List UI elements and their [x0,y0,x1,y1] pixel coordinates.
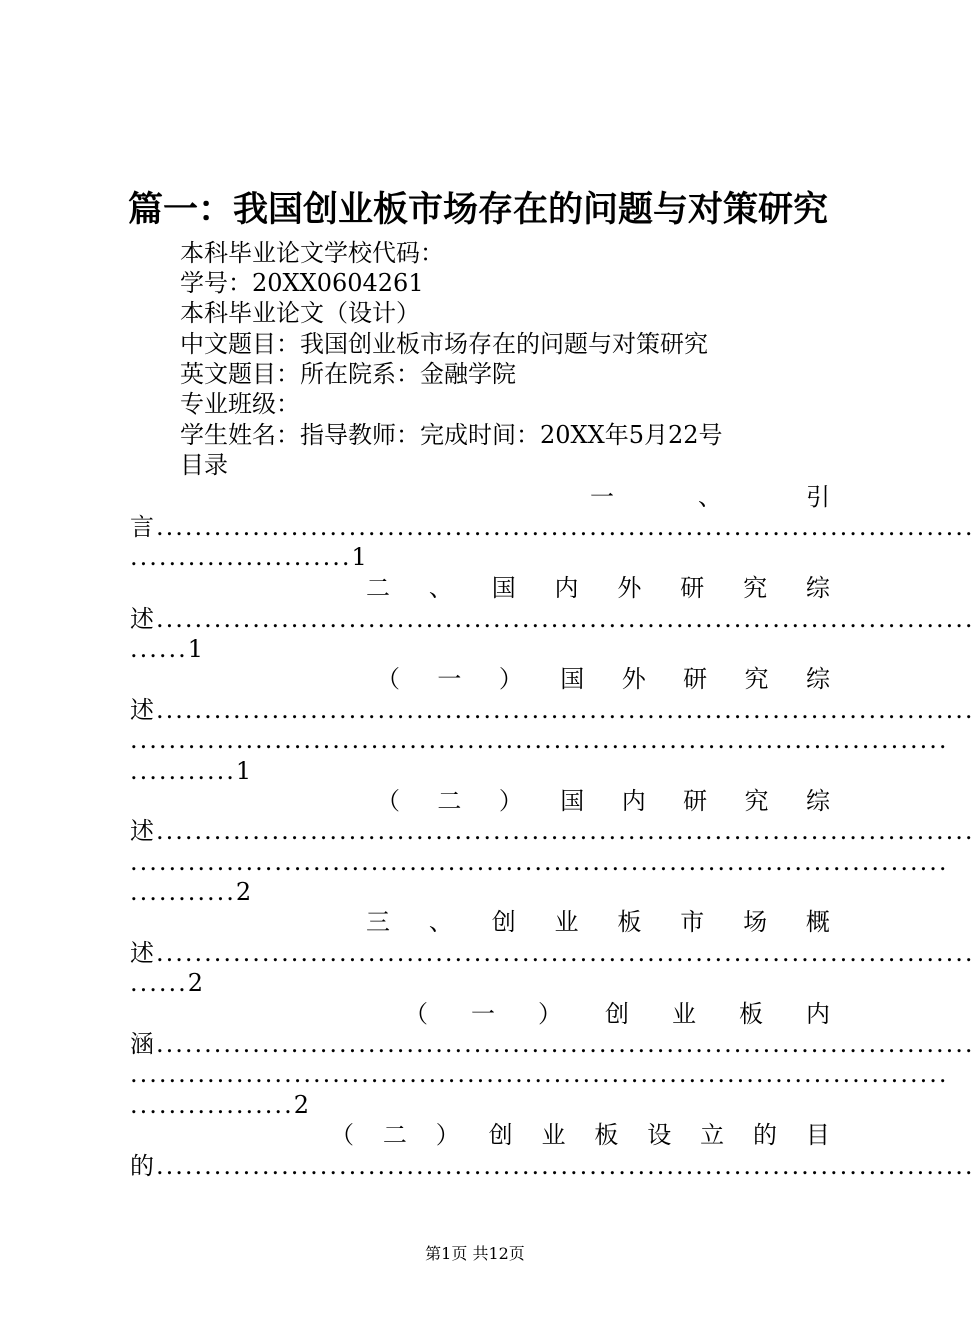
toc-leader: ...........2 [130,878,254,906]
toc-entry-heading: （ 二 ） 创 业 板 设 立 的 目 [330,1121,830,1149]
toc-char: 、 [698,483,722,511]
toc-leader: ......1 [130,635,206,663]
toc-leader: 述..................................................................................... [130,696,974,724]
meta-line: 学号：20XX0604261 [180,269,424,297]
meta-line: 本科毕业论文（设计） [180,299,420,327]
toc-entry-heading: （ 一 ） 创 业 板 内 [404,1000,830,1028]
toc-page-number: 1 [187,635,206,663]
toc-leader: ..................................................................................... [130,848,949,876]
toc-leader: 言..................................................................................... [130,513,974,541]
toc-entry-heading: 三 、 创 业 板 市 场 概 [366,908,830,936]
toc-entry-heading: （ 二 ） 国 内 研 究 综 [376,787,830,815]
page-footer: 第1页 共12页 [425,1244,525,1263]
toc-leader: 的..................................................................................... [130,1152,974,1180]
meta-line: 本科毕业论文学校代码： [180,239,444,267]
toc-leader: 述..................................................................................... [130,605,974,633]
toc-leader: ...........1 [130,757,254,785]
toc-leader: .................2 [130,1091,311,1119]
toc-page-number: 1 [351,543,369,571]
toc-leader: 述..................................................................................... [130,817,974,845]
toc-page-number: 1 [235,757,254,785]
meta-line: 英文题目：所在院系：金融学院 [180,360,516,388]
toc-leader: 述..................................................................................... [130,939,974,967]
toc-leader: ......2 [130,969,206,997]
toc-page-number: 2 [187,969,206,997]
meta-line: 中文题目：我国创业板市场存在的问题与对策研究 [180,330,708,358]
document-title: 篇一：我国创业板市场存在的问题与对策研究 [128,189,829,230]
toc-char: 引 [806,483,830,511]
meta-line: 学生姓名：指导教师：完成时间：20XX年5月22号 [180,421,723,449]
toc-entry-heading: （ 一 ） 国 外 研 究 综 [376,665,830,693]
toc-leader: 涵..................................................................................... [130,1030,974,1058]
toc-entry-heading [590,482,830,512]
toc-heading: 目录 [180,451,228,479]
meta-line: 专业班级： [180,390,300,418]
toc-page-number: 2 [293,1091,311,1119]
toc-page-number: 2 [235,878,254,906]
toc-entry-heading: 二 、 国 内 外 研 究 综 [366,574,830,602]
toc-leader: ..................................................................................... [130,726,949,754]
toc-char: 一 [590,483,614,511]
toc-leader: ..................................................................................... [130,1060,949,1088]
toc-leader: .......................1 [130,543,369,571]
